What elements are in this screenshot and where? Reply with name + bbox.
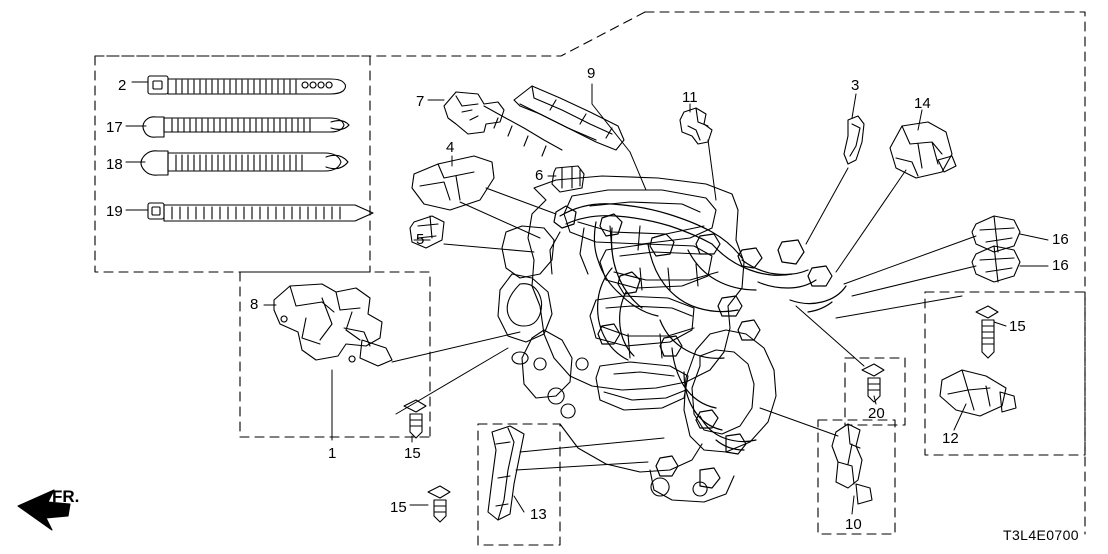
callout-3: 3 [851,77,860,94]
part-bracket-11 [680,108,712,144]
callout-9: 9 [587,65,596,82]
dashed-frame-harness [240,272,430,437]
leader-lines [126,82,1048,514]
callout-15-lower-left: 15 [404,445,421,462]
callout-18: 18 [106,156,123,173]
callout-15-bottom: 15 [390,499,407,516]
callout-4: 4 [446,139,455,156]
dashed-frame-bracket13 [478,424,560,545]
part-clip-18 [141,151,348,175]
part-bolt-20 [862,364,884,402]
direction-label: FR. [52,487,80,506]
callout-20: 20 [868,405,885,422]
dashed-frame-main [95,12,1085,534]
part-clip-17 [143,117,349,137]
part-bolt-15-lower-left [404,400,426,438]
callout-12: 12 [942,430,959,447]
callout-16-lower: 16 [1052,257,1069,274]
callout-8: 8 [250,296,259,313]
callout-5: 5 [416,231,425,248]
part-holder-8 [274,284,392,366]
part-clip-2 [148,76,346,94]
callout-6: 6 [535,167,544,184]
callout-2: 2 [118,77,127,94]
diagram-part-code: T3L4E0700 [1003,527,1079,543]
part-clip-3 [844,116,864,164]
callout-17: 17 [106,119,123,136]
part-bolt-15-right [976,306,998,358]
callout-10: 10 [845,516,862,533]
callout-14: 14 [914,95,931,112]
part-holder-9 [514,86,624,150]
callout-7: 7 [416,93,425,110]
part-bracket-12 [940,370,1016,416]
part-bolt-15-bottom [428,486,450,522]
callout-13: 13 [530,506,547,523]
part-bracket-13 [488,426,524,520]
part-holder-7 [444,92,562,156]
part-bracket-14 [890,122,956,178]
callout-19: 19 [106,203,123,220]
callout-1: 1 [328,445,337,462]
callout-16-upper: 16 [1052,231,1069,248]
callout-11: 11 [682,89,698,106]
part-clip-19 [148,203,373,221]
callout-15-right: 15 [1009,318,1026,335]
part-cover-4 [412,156,494,210]
